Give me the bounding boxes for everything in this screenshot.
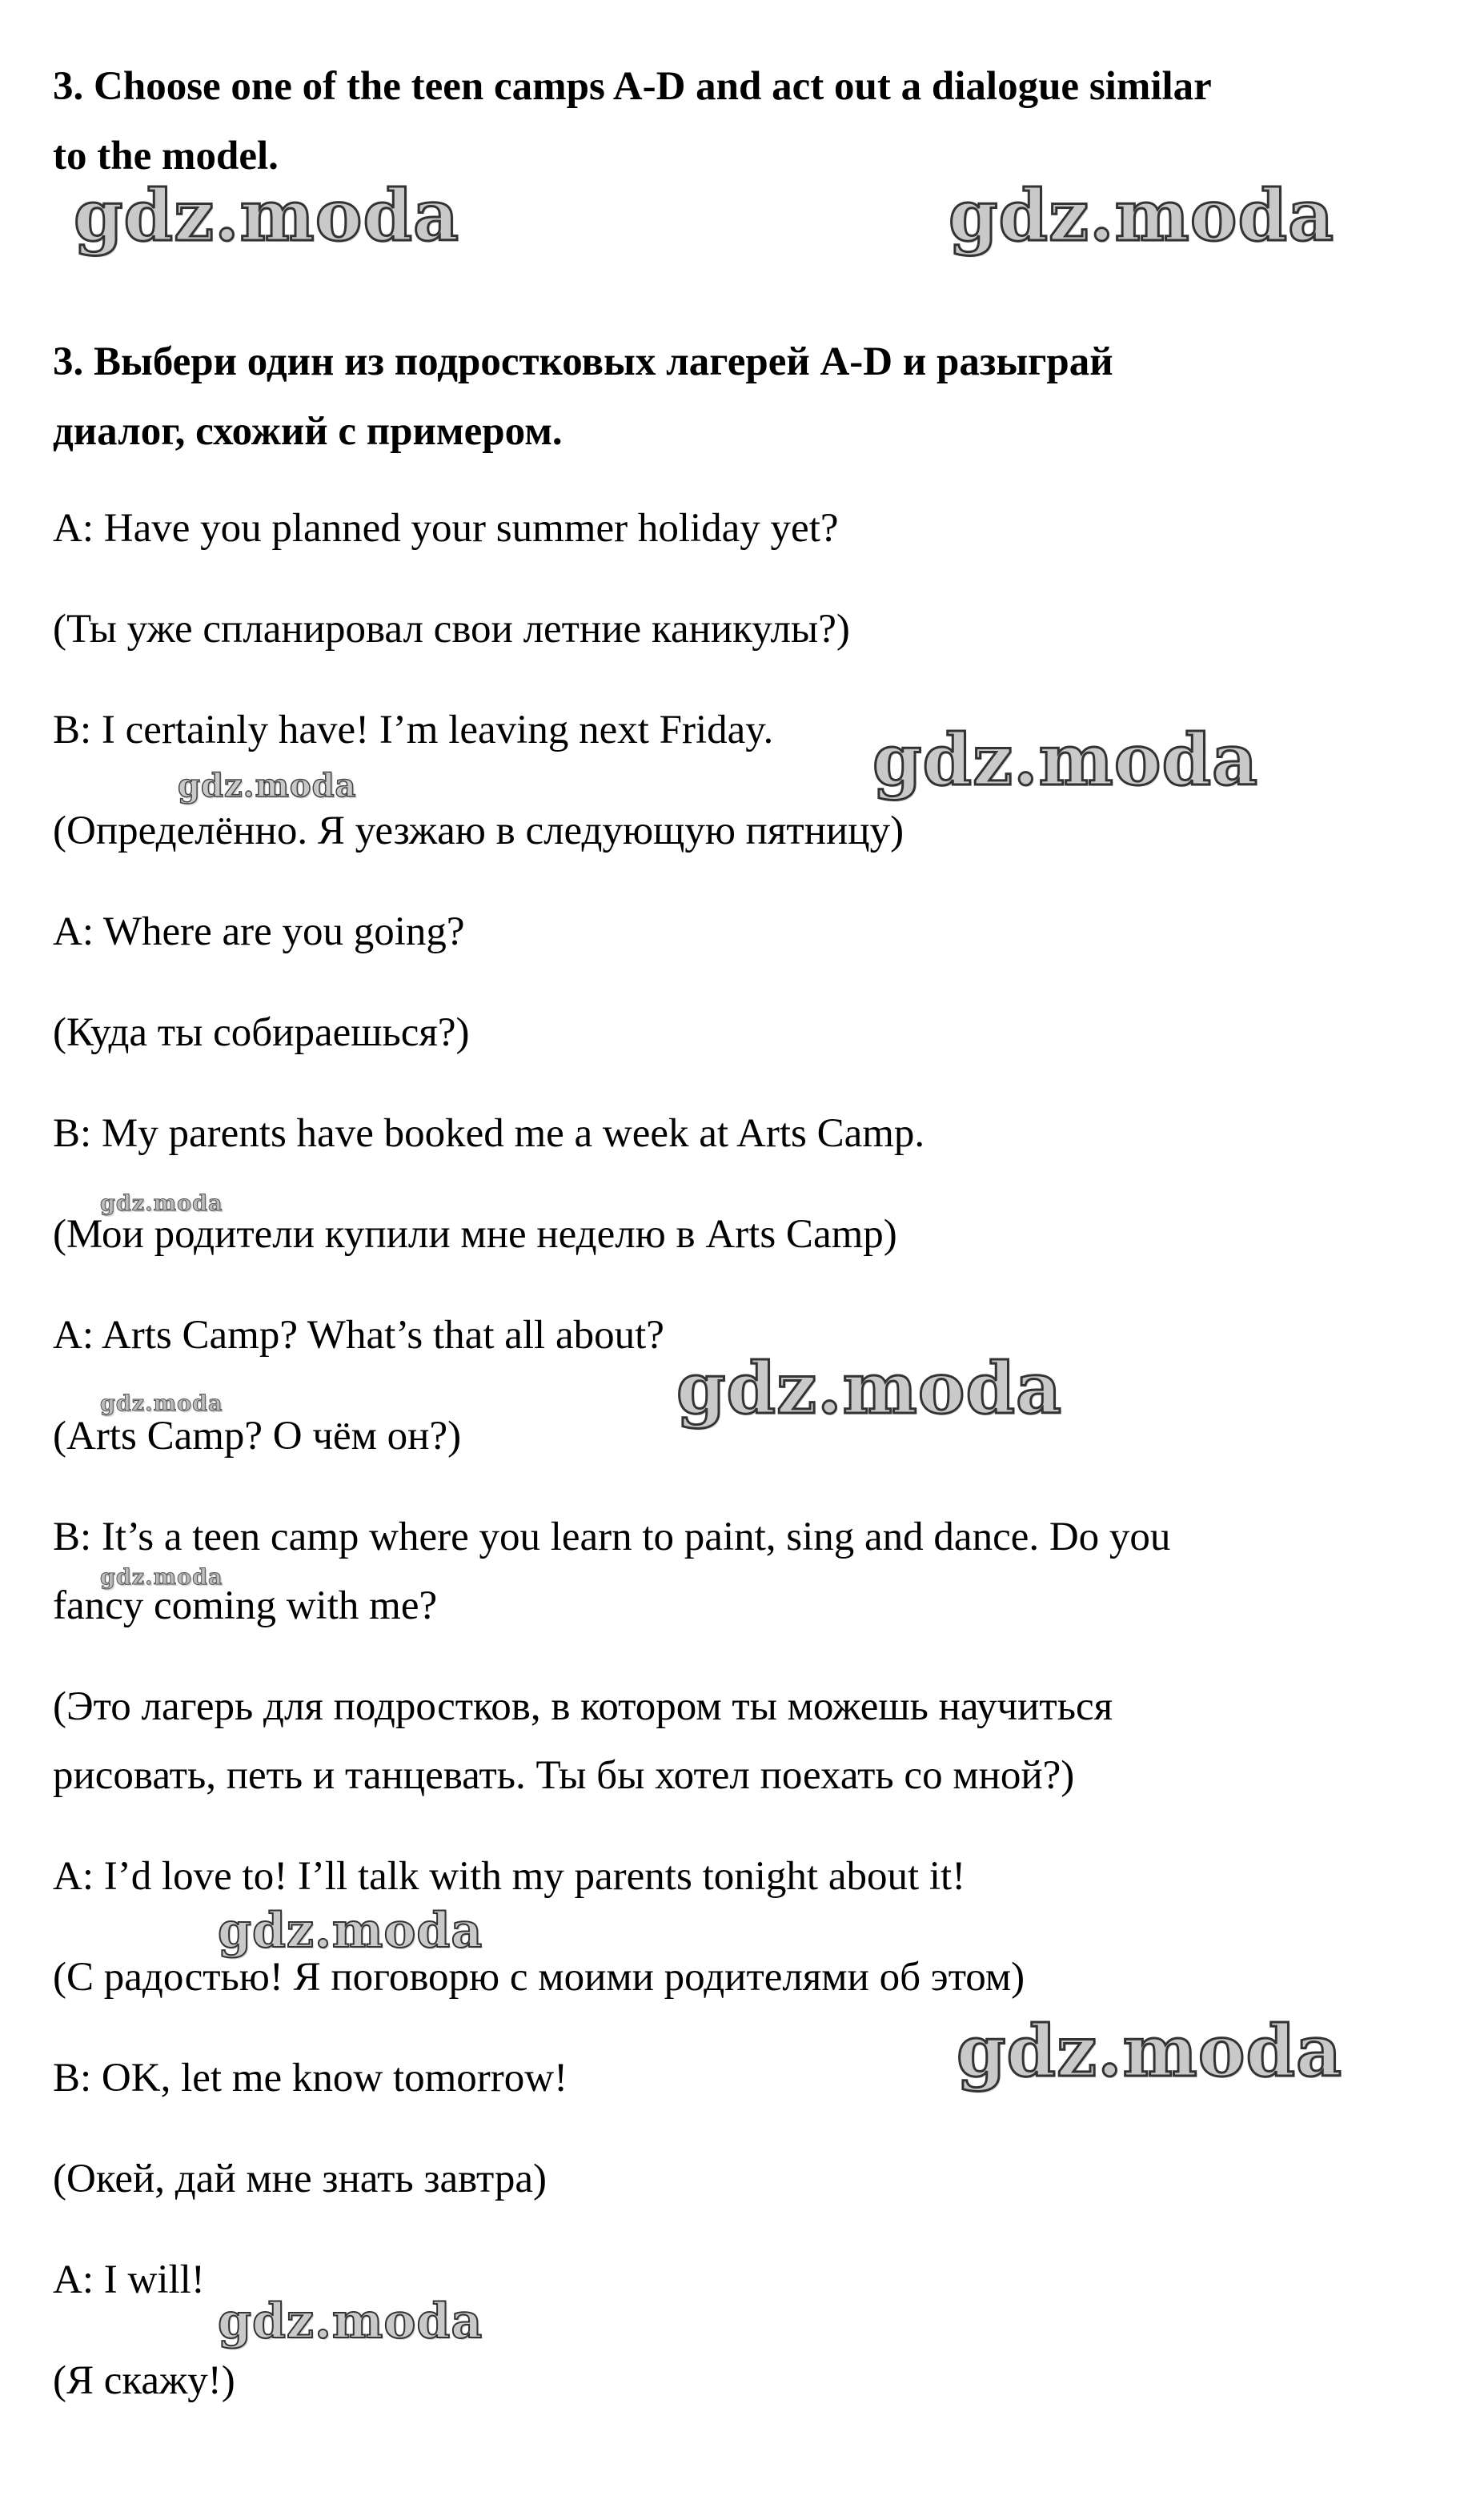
dialogue-line: A: Where are you going? (53, 909, 465, 954)
watermark: gdz.moda (676, 1346, 1063, 1430)
task-heading-ru-line2: диалог, схожий с примером. (53, 409, 563, 454)
watermark: gdz.moda (218, 1903, 483, 1959)
watermark: gdz.moda (74, 174, 460, 257)
dialogue-line: (Я скажу!) (53, 2358, 235, 2403)
dialogue-line: (Окей, дай мне знать завтра) (53, 2157, 547, 2201)
dialogue-line: (Arts Camp? О чём он?) (53, 1414, 462, 1459)
dialogue-line: рисовать, петь и танцевать. Ты бы хотел поехать со мной?) (53, 1753, 1075, 1798)
dialogue-line: A: Arts Camp? What’s that all about? (53, 1313, 664, 1358)
dialogue-line: B: It’s a teen camp where you learn to paint, sing and dance. Do you (53, 1515, 1171, 1559)
dialogue-line: (Мои родители купили мне неделю в Arts Camp) (53, 1212, 897, 1257)
dialogue-line: B: My parents have booked me a week at Arts Camp. (53, 1111, 925, 1156)
watermark: gdz.moda (100, 1565, 223, 1590)
dialogue-line: (С радостью! Я поговорю с моими родителями об этом) (53, 1955, 1025, 2000)
watermark: gdz.moda (100, 1191, 223, 1216)
watermark: gdz.moda (100, 1391, 223, 1416)
dialogue-line: B: I certainly have! I’m leaving next Friday. (53, 708, 774, 752)
task-heading-ru-line1: 3. Выбери один из подростковых лагерей A-D и разыграй (53, 339, 1113, 384)
task-heading-en-line2: to the model. (53, 134, 279, 179)
dialogue-line: A: Have you planned your summer holiday yet? (53, 506, 839, 551)
task-heading-en-line1: 3. Choose one of the teen camps A-D and act out a dialogue similar (53, 64, 1212, 109)
dialogue-line: fancy coming with me? (53, 1583, 438, 1628)
dialogue-line: A: I’d love to! I’ll talk with my parents tonight about it! (53, 1854, 966, 1899)
watermark: gdz.moda (949, 174, 1335, 257)
dialogue-line: (Это лагерь для подростков, в котором ты можешь научиться (53, 1684, 1113, 1729)
watermark: gdz.moda (872, 718, 1259, 801)
dialogue-line: B: OK, let me know tomorrow! (53, 2056, 568, 2101)
dialogue-line: (Определённо. Я уезжаю в следующую пятницу) (53, 809, 904, 853)
dialogue-line: (Куда ты собираешься?) (53, 1010, 470, 1055)
watermark: gdz.moda (178, 767, 357, 805)
watermark: gdz.moda (218, 2293, 483, 2349)
dialogue-line: (Ты уже спланировал свои летние каникулы?) (53, 607, 850, 652)
dialogue-line: A: I will! (53, 2257, 205, 2302)
watermark: gdz.moda (957, 2009, 1343, 2093)
